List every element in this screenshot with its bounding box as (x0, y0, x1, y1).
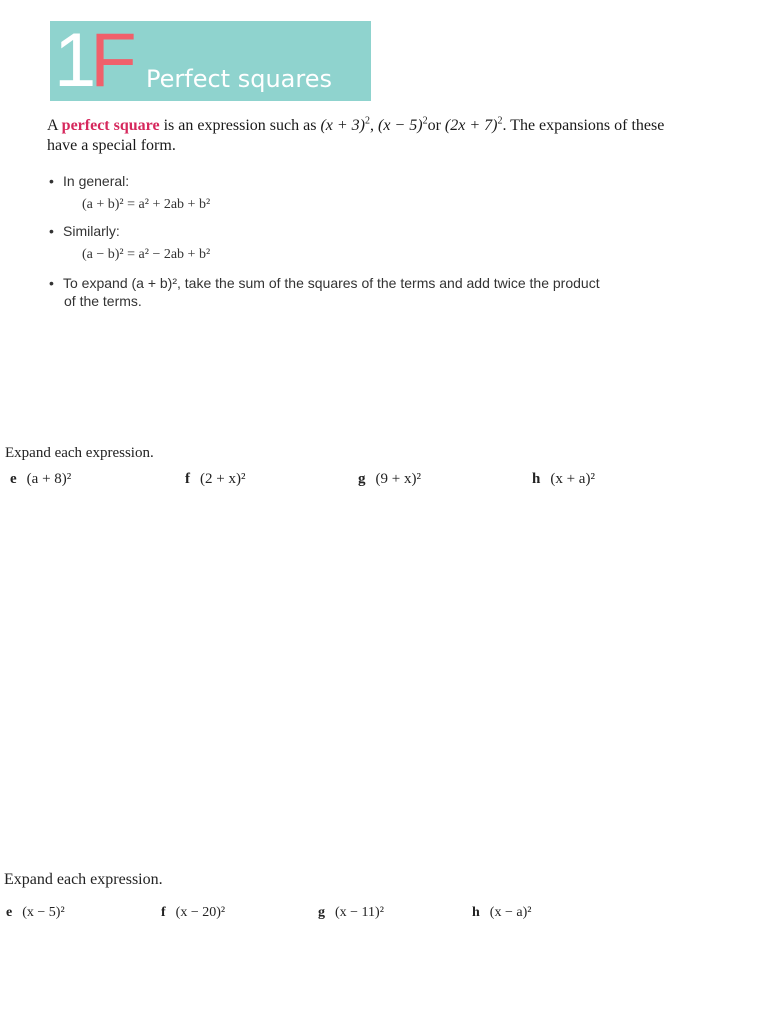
item-label: e (6, 905, 13, 920)
exercise-1-item-e (10, 470, 71, 488)
exercise-2-item-h (472, 904, 531, 922)
example-expression-1: (x + 3) (320, 117, 365, 134)
formula-sum-square: (a + b)² = a² + 2ab + b² (82, 197, 211, 212)
exercise-1-heading: Expand each expression. (5, 445, 154, 461)
exponent: 2 (422, 115, 428, 127)
key-term: perfect square (61, 117, 160, 134)
item-expression: (x − a)² (489, 905, 532, 920)
item-label: g (318, 905, 325, 920)
exercise-2-item-e (6, 904, 65, 922)
separator: or (427, 117, 445, 134)
separator: , (370, 117, 378, 134)
section-banner (50, 18, 371, 103)
bullet-dot-icon: • (49, 173, 54, 189)
item-expression: (9 + x)² (375, 471, 421, 487)
bullet-expand-rule (49, 274, 600, 292)
item-expression: (2 + x)² (200, 471, 246, 487)
item-label: f (161, 905, 166, 920)
item-expression: (x − 11)² (335, 905, 384, 920)
bullet-similarly (49, 222, 120, 240)
bullet-dot-icon: • (49, 223, 54, 239)
intro-text-2: is an expression such as (159, 117, 321, 134)
item-label: h (532, 471, 541, 487)
section-number (54, 17, 131, 105)
intro-paragraph (47, 116, 737, 156)
bullet-general (49, 172, 129, 190)
section-number-digit: 1 (54, 18, 91, 103)
section-title: Perfect squares (146, 65, 332, 93)
section-number-letter: F (90, 18, 131, 103)
exercise-1-item-g (358, 470, 421, 488)
item-expression: (x − 20)² (175, 905, 226, 920)
exponent: 2 (497, 115, 503, 127)
bullet-dot-icon: • (49, 275, 54, 291)
intro-text-1: A (47, 117, 62, 134)
intro-text-line2: have a special form. (47, 137, 176, 154)
item-label: e (10, 471, 17, 487)
exponent: 2 (365, 115, 370, 127)
bullet-text: Similarly: (63, 223, 120, 239)
example-expression-3: (2x + 7) (444, 117, 498, 134)
item-label: h (472, 905, 480, 920)
example-expression-2: (x − 5) (378, 117, 423, 134)
intro-text-3: . The expansions of these (502, 117, 665, 134)
exercise-2-heading: Expand each expression. (4, 871, 163, 888)
item-label: f (185, 471, 190, 487)
bullet-expand-rule-cont: of the terms. (64, 293, 142, 309)
bullet-text: To expand (a + b)², take the sum of the squares of the terms and add twice the product (63, 275, 600, 291)
item-expression: (x + a)² (550, 471, 595, 487)
formula-difference-square: (a − b)² = a² − 2ab + b² (82, 247, 211, 262)
exercise-1-item-f (185, 470, 245, 488)
exercise-2-item-g (318, 904, 384, 922)
bullet-text: In general: (63, 173, 130, 189)
item-expression: (x − 5)² (22, 905, 65, 920)
exercise-1-item-h (532, 470, 595, 488)
item-label: g (358, 471, 366, 487)
item-expression: (a + 8)² (26, 471, 72, 487)
exercise-2-item-f (161, 904, 225, 922)
